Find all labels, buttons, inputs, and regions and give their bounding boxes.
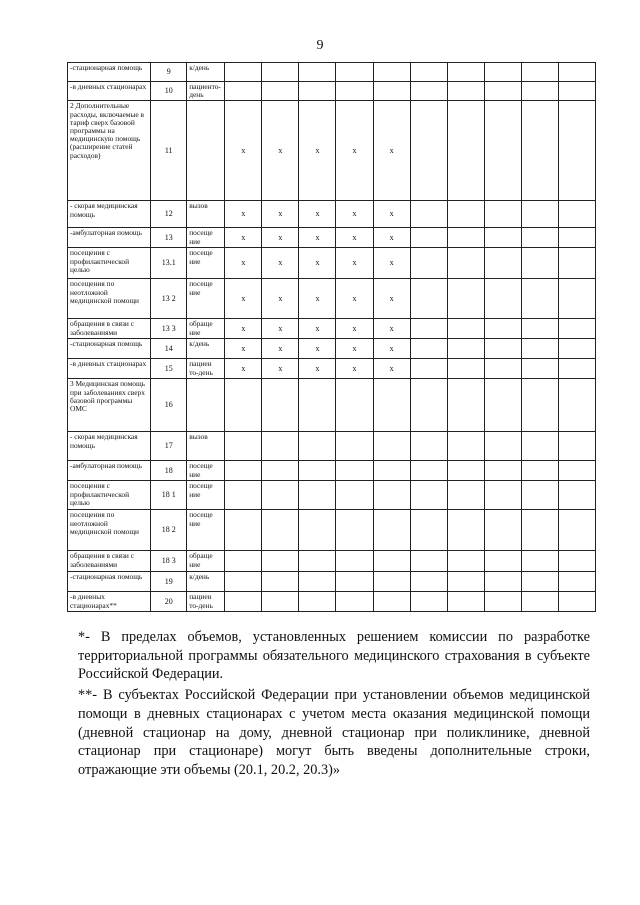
row-number: 20 (151, 592, 187, 612)
row-unit: посеще ние (187, 279, 225, 319)
row-cell: х (373, 201, 410, 228)
row-name: обращения в связи с заболеваниями (68, 319, 151, 339)
table-row (68, 228, 596, 248)
row-number: 18 1 (151, 481, 187, 510)
row-name: посещения с профилактической целью (68, 481, 151, 510)
row-cell: х (262, 228, 299, 248)
row-cell (558, 319, 595, 339)
row-cell: х (225, 279, 262, 319)
row-cell (447, 551, 484, 572)
row-unit: к/день (187, 63, 225, 82)
row-unit: пациен то-день (187, 592, 225, 612)
row-cell (484, 279, 521, 319)
row-cell (373, 592, 410, 612)
row-number: 13.1 (151, 248, 187, 279)
row-cell: х (373, 319, 410, 339)
row-cell (225, 379, 262, 432)
row-cell (262, 481, 299, 510)
row-cell (484, 461, 521, 481)
row-number: 18 3 (151, 551, 187, 572)
row-cell (447, 379, 484, 432)
row-cell (484, 481, 521, 510)
row-cell (447, 510, 484, 551)
row-cell (558, 82, 595, 101)
row-cell (299, 510, 336, 551)
row-cell: х (262, 101, 299, 201)
row-cell (558, 551, 595, 572)
row-cell: х (262, 201, 299, 228)
row-cell (336, 82, 373, 101)
row-cell: х (299, 228, 336, 248)
row-cell (484, 592, 521, 612)
table-row (68, 279, 596, 319)
row-name: - скорая медицинская помощь (68, 201, 151, 228)
row-cell: х (299, 101, 336, 201)
row-cell (484, 228, 521, 248)
row-cell: х (336, 201, 373, 228)
row-cell (336, 481, 373, 510)
row-number: 13 3 (151, 319, 187, 339)
row-cell (447, 319, 484, 339)
row-cell: х (336, 339, 373, 359)
row-cell (447, 339, 484, 359)
row-name: 3 Медицинская помощь при заболеваниях сверх базовой программы ОМС (68, 379, 151, 432)
row-name: -в дневных стационарах (68, 82, 151, 101)
row-cell (447, 359, 484, 379)
row-cell (558, 248, 595, 279)
row-cell (225, 82, 262, 101)
row-cell (225, 432, 262, 461)
row-cell (410, 101, 447, 201)
row-cell (336, 63, 373, 82)
row-cell (521, 461, 558, 481)
row-cell: х (262, 248, 299, 279)
row-cell (558, 432, 595, 461)
row-cell (410, 572, 447, 592)
row-cell (447, 592, 484, 612)
row-cell (410, 359, 447, 379)
row-unit: посеще ние (187, 481, 225, 510)
row-cell (262, 551, 299, 572)
table-row (68, 248, 596, 279)
row-cell (447, 228, 484, 248)
row-cell (447, 248, 484, 279)
row-cell (521, 510, 558, 551)
row-name: -амбулаторная помощь (68, 461, 151, 481)
row-cell: х (336, 248, 373, 279)
table-row (68, 592, 596, 612)
row-name: -амбулаторная помощь (68, 228, 151, 248)
row-cell (336, 592, 373, 612)
row-cell (410, 510, 447, 551)
row-cell (484, 319, 521, 339)
row-cell (521, 432, 558, 461)
row-cell (410, 592, 447, 612)
row-cell (484, 63, 521, 82)
row-cell (410, 481, 447, 510)
row-cell (262, 510, 299, 551)
row-cell (521, 481, 558, 510)
row-cell (410, 201, 447, 228)
row-number: 19 (151, 572, 187, 592)
row-cell (373, 63, 410, 82)
row-cell: х (299, 359, 336, 379)
table-row (68, 510, 596, 551)
row-cell (484, 572, 521, 592)
row-cell (373, 510, 410, 551)
row-cell (373, 551, 410, 572)
row-cell (484, 101, 521, 201)
row-cell (373, 461, 410, 481)
table-row (68, 63, 596, 82)
row-name: -в дневных стационарах (68, 359, 151, 379)
row-unit: вызов (187, 432, 225, 461)
row-cell (373, 432, 410, 461)
row-cell (521, 572, 558, 592)
row-cell (336, 461, 373, 481)
row-cell: х (336, 279, 373, 319)
row-cell (410, 63, 447, 82)
row-cell: х (225, 101, 262, 201)
row-cell: х (225, 319, 262, 339)
row-cell (299, 461, 336, 481)
row-cell (521, 551, 558, 572)
row-unit: посеще ние (187, 228, 225, 248)
volume-table (67, 62, 596, 612)
row-cell (521, 201, 558, 228)
row-cell: х (373, 101, 410, 201)
table-row (68, 572, 596, 592)
row-cell (373, 82, 410, 101)
row-cell (225, 63, 262, 82)
table-row (68, 201, 596, 228)
row-cell (262, 432, 299, 461)
row-cell (521, 339, 558, 359)
row-cell: х (262, 339, 299, 359)
row-unit: посеще ние (187, 510, 225, 551)
row-cell (299, 63, 336, 82)
row-cell (225, 461, 262, 481)
row-number: 18 2 (151, 510, 187, 551)
row-cell (484, 551, 521, 572)
row-name: -стационарная помощь (68, 63, 151, 82)
row-cell (558, 461, 595, 481)
table-row (68, 461, 596, 481)
row-cell (447, 461, 484, 481)
row-name: посещения по неотложной медицинской помощи (68, 279, 151, 319)
row-cell (484, 432, 521, 461)
row-cell: х (373, 279, 410, 319)
row-cell (558, 510, 595, 551)
footnote-2: **- В субъектах Российской Федерации при установлении объемов медицинской помощи в дневных стационарах с учетом места оказания медицинской помощи (дневной стационар на дому, дневной стационар при поликлинике, дневной стационар при стационаре) могут быть введены дополнительные строки, отражающие эти объемы (20.1, 20.2, 20.3)» (78, 687, 590, 778)
row-cell (225, 481, 262, 510)
row-number: 16 (151, 379, 187, 432)
row-number: 17 (151, 432, 187, 461)
row-cell (410, 432, 447, 461)
row-cell: х (225, 228, 262, 248)
row-unit: пациен то-день (187, 359, 225, 379)
row-cell (447, 82, 484, 101)
row-cell (521, 319, 558, 339)
row-number: 13 (151, 228, 187, 248)
row-unit: к/день (187, 339, 225, 359)
row-number: 9 (151, 63, 187, 82)
row-cell (558, 572, 595, 592)
row-cell (336, 572, 373, 592)
row-cell (484, 82, 521, 101)
row-number: 13 2 (151, 279, 187, 319)
table-row (68, 551, 596, 572)
row-cell (521, 248, 558, 279)
row-cell (262, 379, 299, 432)
row-name: -в дневных стационарах** (68, 592, 151, 612)
row-cell (521, 279, 558, 319)
row-cell: х (373, 248, 410, 279)
table-body (68, 63, 596, 612)
table-row (68, 82, 596, 101)
row-cell (410, 461, 447, 481)
row-cell (410, 319, 447, 339)
row-cell (299, 551, 336, 572)
table-row (68, 101, 596, 201)
row-cell (521, 228, 558, 248)
row-cell (484, 201, 521, 228)
row-number: 10 (151, 82, 187, 101)
row-unit: посеще ние (187, 461, 225, 481)
row-cell: х (336, 101, 373, 201)
row-cell (521, 63, 558, 82)
row-cell (484, 379, 521, 432)
row-cell (336, 551, 373, 572)
table-row (68, 319, 596, 339)
row-cell (558, 339, 595, 359)
row-cell (558, 481, 595, 510)
row-cell (521, 359, 558, 379)
row-cell: х (373, 228, 410, 248)
row-cell (447, 63, 484, 82)
row-cell (558, 201, 595, 228)
row-cell (299, 379, 336, 432)
row-name: -стационарная помощь (68, 339, 151, 359)
row-cell (410, 248, 447, 279)
row-cell (447, 481, 484, 510)
row-cell (447, 101, 484, 201)
row-cell: х (299, 279, 336, 319)
row-cell (299, 592, 336, 612)
row-name: обращения в связи с заболеваниями (68, 551, 151, 572)
row-cell (558, 101, 595, 201)
row-cell (262, 82, 299, 101)
row-unit (187, 101, 225, 201)
row-cell (225, 510, 262, 551)
row-number: 18 (151, 461, 187, 481)
row-cell (558, 63, 595, 82)
row-cell (447, 432, 484, 461)
table-row (68, 432, 596, 461)
row-name: 2 Дополнительные расходы, включаемые в тариф сверх базовой программы на медицинскую помощь (расширение статей расходов) (68, 101, 151, 201)
row-cell (262, 63, 299, 82)
row-cell: х (225, 248, 262, 279)
row-name: - скорая медицинская помощь (68, 432, 151, 461)
row-unit (187, 379, 225, 432)
row-cell: х (336, 228, 373, 248)
row-cell (447, 572, 484, 592)
table-row (68, 359, 596, 379)
row-cell (336, 510, 373, 551)
row-cell: х (262, 319, 299, 339)
row-cell: х (299, 319, 336, 339)
row-cell (484, 248, 521, 279)
row-cell: х (336, 359, 373, 379)
row-cell (262, 461, 299, 481)
row-name: -стационарная помощь (68, 572, 151, 592)
row-name: посещения по неотложной медицинской помощи (68, 510, 151, 551)
row-cell: х (225, 359, 262, 379)
table-row (68, 481, 596, 510)
row-cell: х (373, 359, 410, 379)
row-cell (484, 339, 521, 359)
row-name: посещения с профилактической целью (68, 248, 151, 279)
row-cell (262, 572, 299, 592)
row-cell: х (299, 339, 336, 359)
row-cell (299, 82, 336, 101)
row-number: 14 (151, 339, 187, 359)
row-cell (410, 82, 447, 101)
row-cell (410, 228, 447, 248)
row-cell: х (373, 339, 410, 359)
footnotes (78, 628, 590, 780)
row-cell (484, 510, 521, 551)
table-row (68, 379, 596, 432)
table-row (68, 339, 596, 359)
row-cell (484, 359, 521, 379)
row-unit: вызов (187, 201, 225, 228)
footnote-1: *- В пределах объемов, установленных решением комиссии по разработке территориальной программы обязательного медицинского страхования в субъекте Российской Федерации. (78, 629, 590, 683)
row-cell (225, 592, 262, 612)
row-cell (225, 572, 262, 592)
row-cell (299, 481, 336, 510)
row-cell (447, 201, 484, 228)
row-cell (225, 551, 262, 572)
row-cell (447, 279, 484, 319)
row-cell (558, 228, 595, 248)
row-cell (299, 432, 336, 461)
row-cell (410, 551, 447, 572)
row-cell (558, 592, 595, 612)
row-cell (521, 592, 558, 612)
row-unit: обраще ние (187, 551, 225, 572)
row-cell (336, 432, 373, 461)
row-cell: х (225, 201, 262, 228)
row-cell (410, 279, 447, 319)
row-cell (373, 481, 410, 510)
row-cell: х (225, 339, 262, 359)
row-cell (373, 572, 410, 592)
row-unit: обраще ние (187, 319, 225, 339)
row-cell: х (299, 248, 336, 279)
page-number: 9 (316, 38, 324, 53)
row-cell (558, 379, 595, 432)
row-cell: х (299, 201, 336, 228)
row-cell (521, 82, 558, 101)
row-unit: пациенто-день (187, 82, 225, 101)
row-cell (299, 572, 336, 592)
row-cell (521, 101, 558, 201)
row-number: 15 (151, 359, 187, 379)
row-cell (521, 379, 558, 432)
row-unit: посеще ние (187, 248, 225, 279)
row-cell: х (262, 279, 299, 319)
row-number: 12 (151, 201, 187, 228)
row-cell (558, 279, 595, 319)
row-cell (262, 592, 299, 612)
row-cell (558, 359, 595, 379)
row-cell (410, 339, 447, 359)
row-cell (410, 379, 447, 432)
row-cell: х (336, 319, 373, 339)
row-number: 11 (151, 101, 187, 201)
row-unit: к/день (187, 572, 225, 592)
row-cell: х (262, 359, 299, 379)
row-cell (373, 379, 410, 432)
row-cell (336, 379, 373, 432)
